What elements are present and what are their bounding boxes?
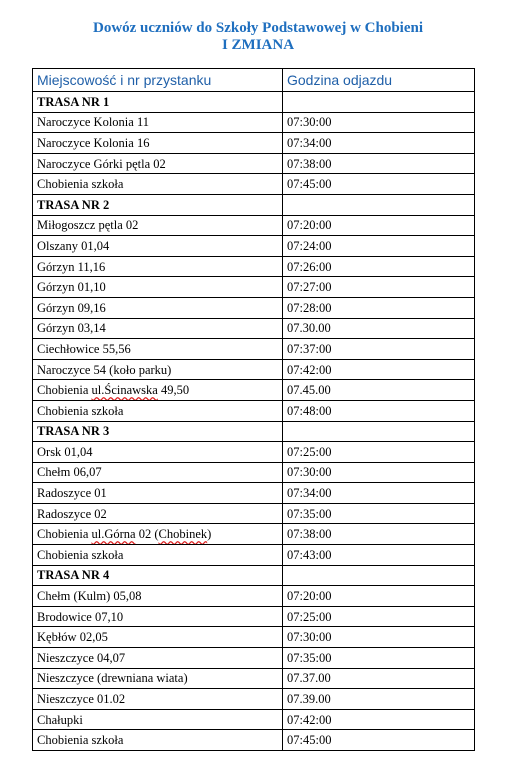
table-row xyxy=(33,400,475,421)
table-row xyxy=(33,648,475,669)
table-row xyxy=(33,689,475,710)
table-row xyxy=(33,730,475,751)
departure-time: 07:37:00 xyxy=(283,339,475,360)
route-label: TRASA NR 2 xyxy=(33,194,283,215)
departure-time: 07:24:00 xyxy=(283,236,475,257)
stop-name: Chobienia szkoła xyxy=(33,400,283,421)
departure-time: 07:27:00 xyxy=(283,277,475,298)
title-line-1: Dowóz uczniów do Szkoły Podstawowej w Chobieni xyxy=(92,20,423,36)
table-row xyxy=(33,442,475,463)
table-row xyxy=(33,524,475,545)
table-row xyxy=(33,339,475,360)
schedule-table xyxy=(32,68,475,751)
stop-name: Miłogoszcz pętla 02 xyxy=(33,215,283,236)
stop-name: Naroczyce Kolonia 11 xyxy=(33,112,283,133)
departure-time: 07:30:00 xyxy=(283,112,475,133)
title-line-2: I ZMIANA xyxy=(221,37,295,53)
stop-name-part: 49,50 xyxy=(157,383,190,398)
departure-time: 07:38:00 xyxy=(283,153,475,174)
table-row xyxy=(33,709,475,730)
stop-name: Olszany 01,04 xyxy=(33,236,283,257)
departure-time: 07:42:00 xyxy=(283,359,475,380)
stop-name: Nieszczyce (drewniana wiata) xyxy=(33,668,283,689)
stop-name: Nieszczyce 01.02 xyxy=(33,689,283,710)
table-row xyxy=(33,318,475,339)
departure-time: 07:35:00 xyxy=(283,648,475,669)
stop-name: Radoszyce 01 xyxy=(33,483,283,504)
stop-name: Naroczyce Kolonia 16 xyxy=(33,133,283,154)
stop-name-misspelled-part: ul.Górna xyxy=(91,527,136,542)
departure-time: 07:25:00 xyxy=(283,606,475,627)
stop-name xyxy=(33,380,283,401)
route-label: TRASA NR 1 xyxy=(33,92,283,113)
departure-time: 07:20:00 xyxy=(283,586,475,607)
table-row xyxy=(33,277,475,298)
stop-name: Chobienia szkoła xyxy=(33,174,283,195)
stop-name: Górzyn 03,14 xyxy=(33,318,283,339)
document-title xyxy=(0,20,516,54)
table-row xyxy=(33,545,475,566)
departure-time: 07:28:00 xyxy=(283,297,475,318)
stop-name-part: Chobienia xyxy=(37,383,92,398)
departure-time: 07:45:00 xyxy=(283,730,475,751)
route-empty-cell xyxy=(283,565,475,586)
table-row xyxy=(33,236,475,257)
table-row xyxy=(33,297,475,318)
table-row xyxy=(33,256,475,277)
stop-name: Górzyn 09,16 xyxy=(33,297,283,318)
departure-time: 07:48:00 xyxy=(283,400,475,421)
stop-name-part: 02 ( xyxy=(135,527,159,542)
route-empty-cell xyxy=(283,194,475,215)
stop-name: Brodowice 07,10 xyxy=(33,606,283,627)
route-header-row xyxy=(33,565,475,586)
table-row xyxy=(33,503,475,524)
stop-name: Górzyn 11,16 xyxy=(33,256,283,277)
departure-time: 07:26:00 xyxy=(283,256,475,277)
stop-name: Naroczyce Górki pętla 02 xyxy=(33,153,283,174)
departure-time: 07.30.00 xyxy=(283,318,475,339)
table-header-row xyxy=(33,69,475,92)
table-row xyxy=(33,359,475,380)
route-header-row xyxy=(33,92,475,113)
route-empty-cell xyxy=(283,92,475,113)
route-header-row xyxy=(33,421,475,442)
table-row xyxy=(33,586,475,607)
stop-name: Górzyn 01,10 xyxy=(33,277,283,298)
stop-name-misspelled-part: ul.Ścinawska xyxy=(91,383,158,398)
stop-name: Chełm (Kulm) 05,08 xyxy=(33,586,283,607)
departure-time: 07:35:00 xyxy=(283,503,475,524)
departure-time: 07:20:00 xyxy=(283,215,475,236)
departure-time: 07:30:00 xyxy=(283,627,475,648)
table-row xyxy=(33,112,475,133)
stop-name: Chełm 06,07 xyxy=(33,462,283,483)
table-row xyxy=(33,627,475,648)
departure-time: 07.37.00 xyxy=(283,668,475,689)
departure-time: 07:45:00 xyxy=(283,174,475,195)
table-row xyxy=(33,668,475,689)
table-row xyxy=(33,215,475,236)
stop-name-part: Chobienia xyxy=(37,527,92,542)
stop-name: Chobienia szkoła xyxy=(33,545,283,566)
stop-name-misspelled-part: Chobinek xyxy=(158,527,208,542)
departure-time: 07:42:00 xyxy=(283,709,475,730)
route-empty-cell xyxy=(283,421,475,442)
departure-time: 07:38:00 xyxy=(283,524,475,545)
stop-name: Orsk 01,04 xyxy=(33,442,283,463)
stop-name: Kębłów 02,05 xyxy=(33,627,283,648)
stop-name: Ciechłowice 55,56 xyxy=(33,339,283,360)
header-stop: Miejscowość i nr przystanku xyxy=(33,69,283,92)
departure-time: 07.45.00 xyxy=(283,380,475,401)
departure-time: 07:25:00 xyxy=(283,442,475,463)
departure-time: 07:30:00 xyxy=(283,462,475,483)
departure-time: 07.39.00 xyxy=(283,689,475,710)
table-row xyxy=(33,153,475,174)
stop-name: Chobienia szkoła xyxy=(33,730,283,751)
stop-name: Radoszyce 02 xyxy=(33,503,283,524)
schedule-body xyxy=(33,92,475,751)
table-row xyxy=(33,462,475,483)
stop-name: Nieszczyce 04,07 xyxy=(33,648,283,669)
table-row xyxy=(33,380,475,401)
departure-time: 07:34:00 xyxy=(283,483,475,504)
stop-name: Naroczyce 54 (koło parku) xyxy=(33,359,283,380)
table-row xyxy=(33,133,475,154)
stop-name-part: ) xyxy=(207,527,212,542)
stop-name xyxy=(33,524,283,545)
route-label: TRASA NR 4 xyxy=(33,565,283,586)
table-row xyxy=(33,606,475,627)
stop-name: Chałupki xyxy=(33,709,283,730)
header-departure-time: Godzina odjazdu xyxy=(283,69,475,92)
departure-time: 07:43:00 xyxy=(283,545,475,566)
route-label: TRASA NR 3 xyxy=(33,421,283,442)
table-row xyxy=(33,483,475,504)
table-row xyxy=(33,174,475,195)
route-header-row xyxy=(33,194,475,215)
departure-time: 07:34:00 xyxy=(283,133,475,154)
